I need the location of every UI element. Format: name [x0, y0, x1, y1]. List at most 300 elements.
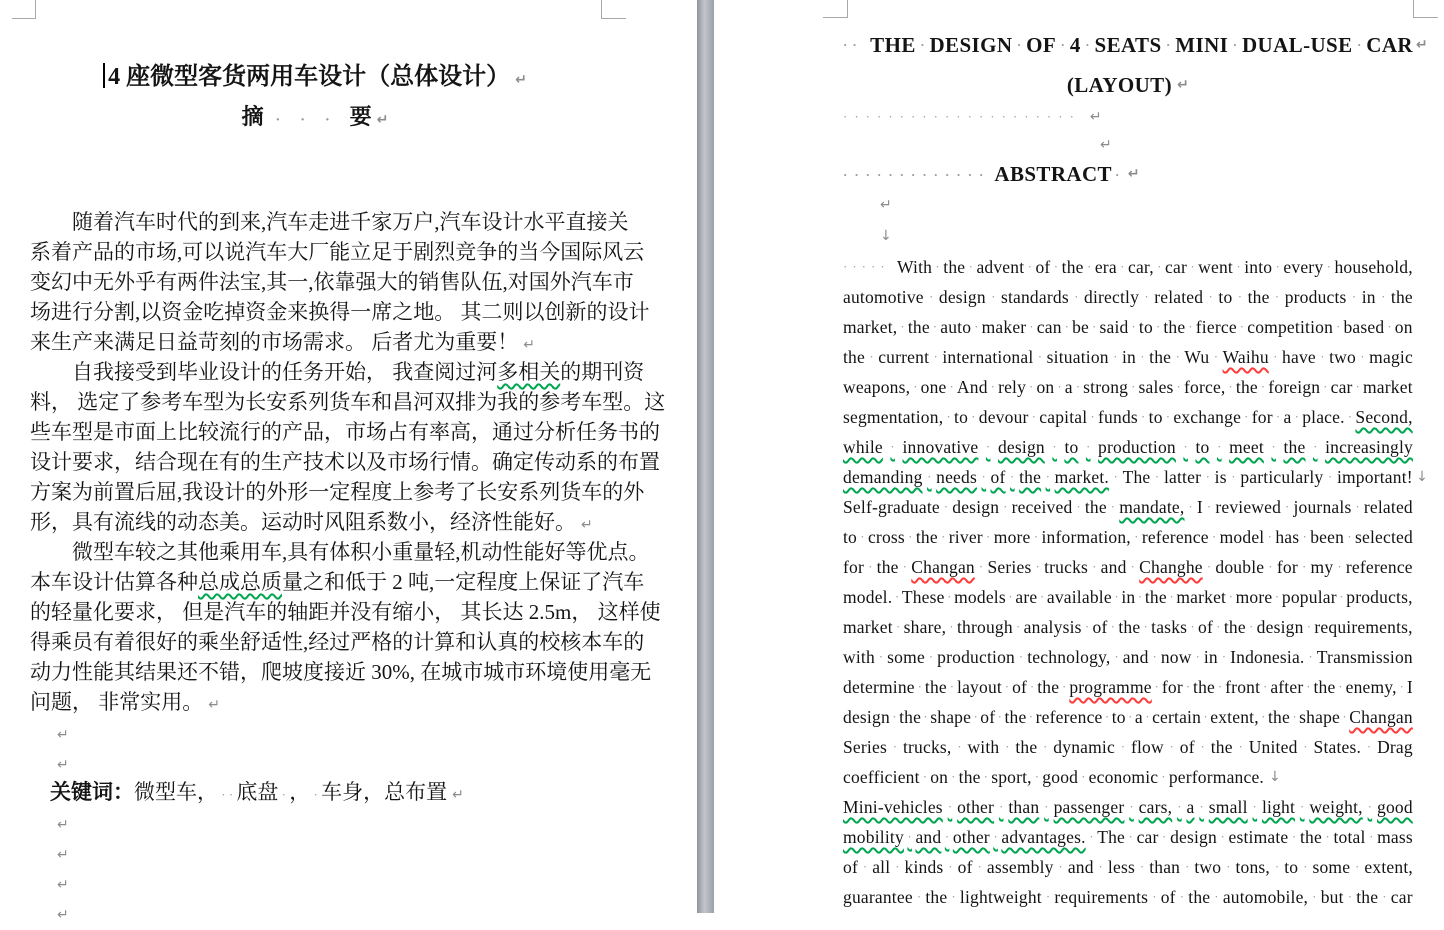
word: layout: [957, 677, 1002, 697]
space-dot-mark: ·: [951, 769, 956, 784]
space-dot-mark: ·: [1237, 289, 1243, 304]
paragraph-mark: ↵: [1127, 166, 1140, 182]
text-line: [843, 792, 1413, 822]
word: while: [843, 437, 883, 457]
space-dot-mark: ·: [1131, 379, 1136, 394]
space-dot-mark: ·: [1166, 37, 1171, 52]
space-dot-mark: ·: [1228, 379, 1233, 394]
word: of: [1012, 677, 1028, 697]
word: needs: [936, 467, 977, 487]
space-dot-mark: ·: [997, 709, 1003, 724]
word: foreign: [1268, 377, 1321, 397]
word: been: [1310, 527, 1345, 547]
word: I: [1196, 497, 1203, 517]
word: certain: [1152, 707, 1202, 727]
word: passenger: [1053, 797, 1125, 817]
word: the: [1188, 887, 1211, 907]
space-dot-mark: ·: [1129, 799, 1134, 814]
space-dot-mark: ·: [1085, 439, 1091, 454]
space-dot-mark: ·: [923, 709, 928, 724]
word: These: [901, 587, 945, 607]
space-dot-mark: ·: [1152, 649, 1157, 664]
paragraph-mark: ↵: [57, 727, 69, 743]
space-dot-mark: ·: [1003, 499, 1008, 514]
text-run: 本车设计估算各种: [30, 570, 198, 594]
space-dot-mark: ·: [1090, 409, 1095, 424]
word: model.: [843, 587, 893, 607]
space-dot-mark: ·: [1037, 349, 1043, 364]
space-dot-mark: ·: [1161, 769, 1166, 784]
word: production: [937, 647, 1015, 667]
paragraph-mark: ↵: [880, 197, 892, 213]
space-dot-mark: ·: [1199, 799, 1204, 814]
space-dot-mark: ·: [1221, 649, 1227, 664]
space-dot-mark: ·: [1336, 319, 1341, 334]
space-dot-mark: ·: [1337, 559, 1342, 574]
paragraph-mark: ↵: [57, 877, 69, 893]
word: the: [943, 257, 966, 277]
word: dynamic: [1053, 737, 1115, 757]
space-dot-mark: ·: [1084, 619, 1090, 634]
word: CAR: [1366, 33, 1413, 57]
text-line: [843, 882, 1413, 912]
text-run: 微型车，: [134, 780, 218, 804]
space-dot-mark: ·: [1035, 559, 1041, 574]
word: small: [1208, 797, 1248, 817]
space-dot-mark: ·: [1248, 619, 1254, 634]
text-line: [30, 267, 634, 297]
word: weapons,: [843, 377, 911, 397]
space-dot-mark: ·: [991, 289, 996, 304]
space-dot-mark: ·: [932, 319, 938, 334]
word: to: [843, 527, 858, 547]
word: have: [1282, 347, 1316, 367]
word: more: [993, 527, 1031, 547]
text-line: [30, 537, 650, 567]
space-dot-mark: ·: [1169, 589, 1174, 604]
space-dot-mark: ·: [869, 349, 874, 364]
space-dot-mark: ·: [1342, 709, 1347, 724]
word: Changan: [911, 557, 975, 577]
word: of: [957, 857, 973, 877]
line-break-mark: ↓: [1269, 769, 1281, 785]
space-dot-mark: ·: [1357, 37, 1362, 52]
space-dot-mark: ·: [981, 469, 987, 484]
space-dot-mark: ·: [1206, 499, 1212, 514]
word: mobility: [843, 827, 904, 847]
word: market: [843, 617, 893, 637]
word: weight,: [1309, 797, 1363, 817]
word: can: [1036, 317, 1062, 337]
paragraph-mark: ↵: [1176, 77, 1190, 93]
space-dot-mark: ·: [1271, 439, 1276, 454]
space-dot-mark: ·: [1074, 289, 1079, 304]
space-dot-mark: ·: [907, 829, 912, 844]
space-dot-mark: ·: [1399, 679, 1405, 694]
word: information,: [1041, 527, 1131, 547]
word: products,: [1346, 587, 1413, 607]
paragraph-mark: ↵: [581, 517, 593, 533]
word: ABSTRACT: [994, 162, 1112, 186]
word: sales: [1138, 377, 1174, 397]
space-dot-mark: ·: [1075, 379, 1081, 394]
space-dot-mark: ·: [1029, 319, 1034, 334]
word: less: [1107, 857, 1135, 877]
word: the: [1356, 887, 1379, 907]
word: extent,: [1210, 707, 1259, 727]
chinese-text-area[interactable]: [30, 52, 666, 927]
space-dot-mark: ·: [1039, 589, 1045, 604]
text-line: [30, 627, 645, 657]
word: on: [1394, 317, 1413, 337]
document-subtitle-en: [843, 67, 1413, 103]
text-line: [843, 402, 1413, 432]
word: rely: [998, 377, 1027, 397]
word: OF: [1026, 33, 1057, 57]
space-dot-mark: ·: [1301, 559, 1307, 574]
space-dot-mark: ·: [1043, 739, 1048, 754]
word: good: [1377, 797, 1413, 817]
word: in: [1203, 647, 1218, 667]
word: the: [958, 767, 981, 787]
space-dot-mark: ·: [1091, 319, 1097, 334]
word: be: [1072, 317, 1090, 337]
space-dot-mark: ·: [1128, 709, 1133, 724]
word: the: [1268, 707, 1290, 727]
word: the: [843, 347, 865, 367]
space-dot-mark: ·: [949, 619, 954, 634]
space-dot-mark: ·: [1114, 589, 1119, 604]
text-line: [30, 507, 600, 537]
space-dot-mark: ·: [935, 259, 940, 274]
word: the: [1193, 677, 1216, 697]
word: of: [1035, 257, 1051, 277]
word: car: [1165, 257, 1187, 277]
spaces-row: [843, 103, 1413, 131]
space-dot-mark: ·: [993, 829, 998, 844]
word: design: [952, 497, 1000, 517]
word: I: [1406, 677, 1413, 697]
word: estimate: [1228, 827, 1289, 847]
word: current: [878, 347, 930, 367]
word: devour: [978, 407, 1029, 427]
word: The: [1122, 467, 1151, 487]
word: trucks: [1044, 557, 1089, 577]
word: advent: [976, 257, 1025, 277]
word: design: [1256, 617, 1304, 637]
text-line: [30, 807, 600, 837]
word: market,: [843, 317, 898, 337]
space-dot-mark: ·: [949, 379, 954, 394]
space-dot-mark: ·: [1027, 259, 1033, 274]
space-dot-mark: ·: [1274, 859, 1280, 874]
word: design: [843, 707, 890, 727]
word: important!: [1336, 467, 1413, 487]
paragraph-mark: ↵: [515, 72, 527, 88]
space-dot-mark: ·: [1029, 679, 1035, 694]
word: the: [876, 557, 899, 577]
space-dot-mark: ·: [943, 499, 949, 514]
word: some: [887, 647, 925, 667]
chinese-abstract-page[interactable]: [0, 0, 697, 923]
text-run: 设计要求，结合现在有的生产技术以及市场行情。确定传动系的布置: [30, 450, 660, 474]
word: production: [1098, 437, 1176, 457]
space-dot-mark: ·: [1110, 619, 1116, 634]
word: kinds: [904, 857, 944, 877]
word: to: [1148, 407, 1163, 427]
word: for: [1276, 557, 1298, 577]
word: said: [1099, 317, 1129, 337]
word: the: [1144, 587, 1167, 607]
word: the: [1118, 617, 1141, 637]
word: on: [1036, 377, 1055, 397]
text-run: 些车型是市面上比较流行的产品，市场占有率高，通过分析任务书的: [30, 420, 660, 444]
word: tasks: [1151, 617, 1188, 637]
text-line: [30, 567, 645, 597]
word: the: [924, 677, 947, 697]
english-text-area[interactable]: [843, 23, 1428, 912]
word: total: [1333, 827, 1366, 847]
word: design: [997, 437, 1045, 457]
space-dot-mark: ·: [902, 559, 908, 574]
space-dot-mark: ·: [973, 709, 978, 724]
word: to: [1138, 317, 1153, 337]
space-dot-mark: ·: [1033, 529, 1039, 544]
word: in: [1361, 287, 1376, 307]
space-dot-mark: ·: [1274, 589, 1280, 604]
space-dot-mark: ·: [1355, 859, 1360, 874]
space-dot-mark: ·: [1016, 37, 1022, 52]
text-run: 问题， 非常实用。: [30, 690, 204, 714]
text-line: [843, 552, 1413, 582]
word: THE: [870, 33, 916, 57]
word: force,: [1183, 377, 1226, 397]
space-dot-mark: ·: [1060, 37, 1066, 52]
text-line: [843, 762, 1413, 792]
space-dot-mark: ·: [1028, 709, 1034, 724]
space-dots-mark: · ·: [218, 787, 237, 802]
space-dot-mark: ·: [1029, 379, 1034, 394]
space-dot-mark: ·: [1268, 559, 1273, 574]
word: cross: [867, 527, 905, 547]
space-dot-mark: ·: [1320, 349, 1325, 364]
word: with: [967, 737, 1000, 757]
space-dot-mark: ·: [1110, 499, 1116, 514]
space-dot-mark: ·: [1355, 379, 1361, 394]
word: are: [1015, 587, 1038, 607]
word: mandate,: [1119, 497, 1185, 517]
word: guarantee: [843, 887, 913, 907]
text-line: [30, 477, 645, 507]
space-dot-mark: ·: [1076, 499, 1081, 514]
space-dot-mark: ·: [1175, 349, 1181, 364]
space-dot-mark: ·: [1085, 37, 1091, 52]
text-line: [843, 372, 1413, 402]
document-title-en: [843, 23, 1428, 67]
word: segmentation,: [843, 407, 944, 427]
word: Wu: [1184, 347, 1210, 367]
word: the: [899, 707, 922, 727]
text-line: [843, 220, 1413, 252]
word: went: [1198, 257, 1233, 277]
space-dot-mark: ·: [1200, 739, 1206, 754]
space-dot-mark: ·: [1338, 679, 1343, 694]
word: the: [1223, 617, 1246, 637]
word: reviewed: [1215, 497, 1282, 517]
space-dots-mark: ·············: [843, 167, 991, 182]
space-dot-mark: ·: [1206, 559, 1212, 574]
space-dot-mark: ·: [1347, 409, 1353, 424]
space-dot-mark: ·: [1031, 409, 1037, 424]
space-dot-mark: ·: [1325, 829, 1330, 844]
text-run: 来生产来满足日益苛刻的市场需求。 后者尤为重要！: [30, 330, 519, 354]
word: one: [920, 377, 947, 397]
word: household,: [1334, 257, 1413, 277]
text-run: ，: [289, 780, 311, 804]
word: capital: [1039, 407, 1088, 427]
word: magic: [1369, 347, 1413, 367]
page-divider: [697, 0, 714, 913]
space-dot-mark: ·: [968, 259, 974, 274]
word: performance.: [1168, 767, 1265, 787]
word: has: [1275, 527, 1300, 547]
word: reference: [1035, 707, 1103, 727]
text-run: 料， 选定了参考车型为长安系列货车和昌河双排为我的参考车型。这: [30, 390, 666, 414]
text-line: [30, 867, 600, 897]
space-dot-mark: ·: [892, 739, 898, 754]
paragraph-mark: ↵: [208, 697, 220, 713]
word: every: [1283, 257, 1324, 277]
text-line: [30, 897, 600, 927]
word: the: [1390, 287, 1413, 307]
space-dot-mark: ·: [862, 859, 868, 874]
text-run: 底盘: [236, 780, 279, 804]
space-dot-mark: ·: [1261, 709, 1266, 724]
space-dot-mark: ·: [917, 679, 923, 694]
space-dots-mark: ··: [843, 37, 862, 52]
space-dot-mark: ·: [894, 589, 900, 604]
word: to: [1064, 437, 1079, 457]
margin-crop-mark: [12, 0, 36, 19]
word: programme: [1069, 677, 1152, 697]
word: United: [1248, 737, 1298, 757]
word: Changan: [1349, 707, 1413, 727]
word: international: [942, 347, 1034, 367]
text-run: 的期刊资: [560, 360, 645, 384]
space-dot-mark: ·: [1339, 589, 1344, 604]
word: front: [1225, 677, 1261, 697]
text-line: [30, 717, 600, 747]
text-run: 车身，总布置: [321, 780, 448, 804]
space-dot-mark: ·: [957, 739, 962, 754]
word: enemy,: [1345, 677, 1397, 697]
word: all: [872, 857, 891, 877]
word: shape: [1299, 707, 1341, 727]
space-dot-mark: ·: [1064, 319, 1070, 334]
space-dot-mark: ·: [1274, 289, 1280, 304]
word: funds: [1098, 407, 1138, 427]
word: advantages.: [1001, 827, 1086, 847]
word: the: [1004, 707, 1027, 727]
text-line: [30, 447, 660, 477]
word: Series: [843, 737, 887, 757]
word: of: [980, 707, 996, 727]
space-dot-mark: ·: [1299, 799, 1305, 814]
word: the: [1015, 737, 1038, 757]
paragraph-mark: ↵: [523, 337, 535, 353]
space-dot-mark: ·: [1275, 259, 1281, 274]
word: is: [1214, 467, 1227, 487]
word: car: [1390, 887, 1413, 907]
text-line: [843, 522, 1413, 552]
word: the: [925, 887, 948, 907]
word: automobile,: [1222, 887, 1309, 907]
space-dot-mark: ·: [1114, 649, 1119, 664]
space-dot-mark: ·: [1179, 889, 1185, 904]
word: technology,: [1027, 647, 1111, 667]
space-dot-mark: ·: [913, 379, 918, 394]
text-line: [843, 432, 1413, 462]
word: design: [938, 287, 986, 307]
word: than: [1008, 797, 1040, 817]
word: the: [1019, 467, 1042, 487]
word: river: [948, 527, 983, 547]
space-dot-mark: ·: [1238, 739, 1243, 754]
space-dot-mark: ·: [1052, 439, 1057, 454]
english-abstract-page[interactable]: [714, 0, 1444, 913]
text-run: 的轻量化要求， 但是汽车的轴距并没有缩小， 其长达 2.5m， 这样使: [30, 600, 661, 624]
text-run: 量之和低于 2 吨,一定程度上保证了汽车: [282, 570, 645, 594]
word: economic: [1088, 767, 1159, 787]
space-dot-mark: ·: [1273, 349, 1278, 364]
text-line: [30, 657, 652, 687]
space-dot-mark: ·: [1141, 409, 1146, 424]
text-run: 4 座微型客货两用车设计（总体设计）: [108, 64, 511, 90]
word: car: [1330, 377, 1353, 397]
text-line: [843, 252, 1413, 282]
space-dot-mark: ·: [933, 349, 939, 364]
word: the: [1283, 437, 1306, 457]
space-dot-mark: ·: [1188, 319, 1193, 334]
space-dot-mark: ·: [1152, 889, 1157, 904]
space-dot-mark: ·: [1061, 679, 1067, 694]
word: of: [1198, 617, 1213, 637]
space-dot-mark: ·: [1010, 469, 1015, 484]
word: market: [1363, 377, 1413, 397]
space-dot-mark: ·: [1162, 829, 1167, 844]
space-dot-mark: ·: [1203, 709, 1208, 724]
space-dot-mark: ·: [1104, 709, 1110, 724]
space-dot-mark: ·: [1188, 499, 1193, 514]
space-dot-mark: ·: [1120, 259, 1125, 274]
word: but: [1320, 887, 1344, 907]
space-dot-mark: ·: [1208, 289, 1214, 304]
text-line: [843, 190, 1413, 220]
space-dot-mark: ·: [1312, 889, 1317, 904]
space-dot-mark: ·: [1134, 529, 1139, 544]
word: selected: [1354, 527, 1413, 547]
text-run: 场进行分割,以资金吃掉资金来换得一席之地。 其二则以创新的设计: [30, 300, 650, 324]
text-line: [843, 732, 1413, 762]
word: of: [843, 857, 858, 877]
word: the: [1061, 257, 1084, 277]
space-dot-mark: ·: [1113, 469, 1119, 484]
word: SEATS: [1094, 33, 1162, 57]
space-dot-mark: ·: [1169, 739, 1175, 754]
word: through: [956, 617, 1013, 637]
space-dot-mark: ·: [1190, 259, 1195, 274]
space-dot-mark: ·: [1044, 799, 1049, 814]
